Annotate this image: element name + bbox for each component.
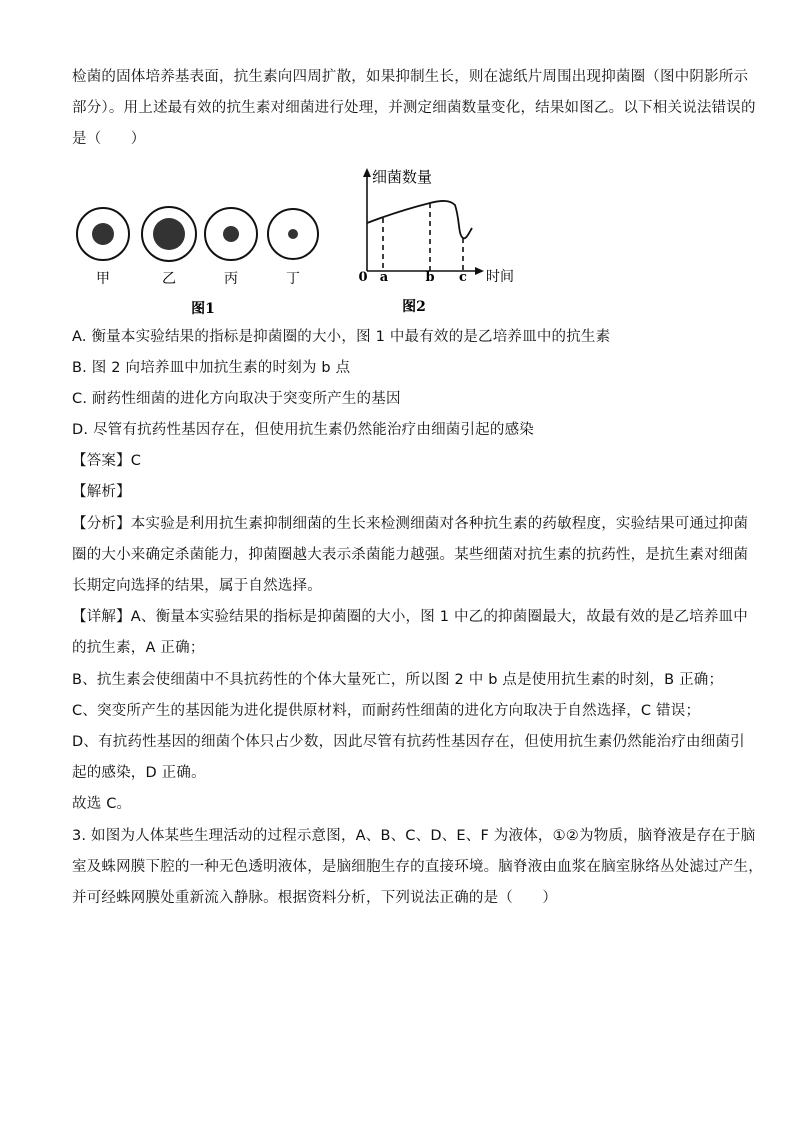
origin-label: 0 (358, 270, 368, 285)
detail-line: C、突变所产生的基因能为进化提供原材料，而耐药性细菌的进化方向取决于自然选择，C 错误； (72, 703, 701, 719)
x-axis-arrow (475, 267, 484, 275)
answer: 【答案】C (72, 453, 142, 469)
analysis-line: 长期定向选择的结果，属于自然选择。 (72, 578, 322, 594)
dish-label: 丙 (224, 271, 238, 287)
detail-line: D、有抗药性基因的细菌个体只占少数，因此尽管有抗药性基因存在，但使用抗生素仍然能治疗由细菌引 (72, 734, 745, 750)
option-a: A. 衡量本实验结果的指标是抑菌圈的大小，图 1 中最有效的是乙培养皿中的抗生素 (72, 329, 611, 345)
y-axis-arrow (363, 168, 371, 177)
conclusion-line: 故选 C。 (72, 796, 132, 812)
tick-label-c: c (459, 270, 467, 285)
figure2-caption: 图2 (402, 299, 426, 315)
intro-line: 检菌的固体培养基表面，抗生素向四周扩散，如果抑制生长，则在滤纸片周围出现抑菌圈（图中阴影所示 (72, 69, 749, 85)
detail-line: B、抗生素会使细菌中不具抗药性的个体大量死亡，所以图 2 中 b 点是使用抗生素的时刻，B 正确； (72, 672, 724, 688)
inhibition-zone-jia (92, 223, 114, 245)
detail-line: 起的感染，D 正确。 (72, 765, 206, 781)
question3-line: 并可经蛛网膜处重新流入静脉。根据资料分析，下列说法正确的是（ ） (72, 890, 558, 906)
tick-label-b: b (425, 270, 435, 285)
tick-label-a: a (379, 270, 389, 285)
option-b: B. 图 2 向培养皿中加抗生素的时刻为 b 点 (72, 360, 351, 376)
question3-line: 室及蛛网膜下腔的一种无色透明液体，是脑细胞生存的直接环境。脑脊液由血浆在脑室脉络丛处滤过产生， (72, 859, 763, 875)
figures (70, 160, 540, 320)
intro-line: 部分）。用上述最有效的抗生素对细菌进行处理，并测定细菌数量变化，结果如图乙。以下相关说法错误的 (72, 100, 756, 116)
dish-label: 乙 (162, 271, 176, 287)
analysis-line: 圈的大小来确定杀菌能力，抑菌圈越大表示杀菌能力越强。某些细菌对抗生素的抗药性，是抗生素对细菌 (72, 547, 749, 563)
detail-line: 【详解】A、衡量本实验结果的指标是抑菌圈的大小，图 1 中乙的抑菌圈最大，故最有效的是乙培养皿中 (72, 609, 748, 625)
figure1 (77, 207, 318, 317)
intro-line: 是（ ） (72, 131, 146, 147)
analysis-heading: 【解析】 (72, 484, 131, 500)
figure2 (358, 168, 514, 315)
question3-line: 3. 如图为人体某些生理活动的过程示意图，A、B、C、D、E、F 为液体，①②为物质，脑脊液是存在于脑 (72, 828, 756, 844)
analysis-line: 【分析】本实验是利用抗生素抑制细菌的生长来检测细菌对各种抗生素的药敏程度，实验结果可通过抑菌 (72, 516, 749, 532)
x-axis-label: 时间 (486, 269, 514, 285)
figure1-caption: 图1 (191, 301, 215, 317)
detail-line: 的抗生素，A 正确； (72, 640, 205, 656)
option-d: D. 尽管有抗药性基因存在，但使用抗生素仍然能治疗由细菌引起的感染 (72, 422, 534, 438)
dish-label: 甲 (96, 271, 110, 287)
inhibition-zone-bing (223, 226, 239, 242)
inhibition-zone-ding (288, 229, 298, 239)
y-axis-label: 细菌数量 (372, 168, 433, 186)
dish-label: 丁 (286, 271, 300, 287)
inhibition-zone-yi (153, 218, 185, 250)
option-c: C. 耐药性细菌的进化方向取决于突变所产生的基因 (72, 391, 401, 407)
